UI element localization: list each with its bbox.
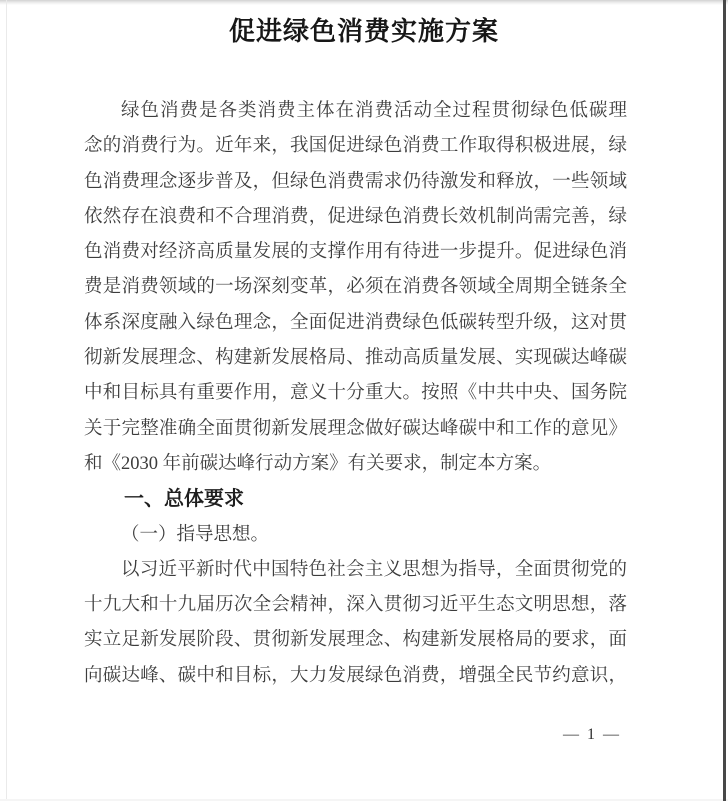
text-line: 关于完整准确全面贯彻新发展理念做好碳达峰碳中和工作的意见》	[84, 418, 627, 439]
text-line: 念的消费行为。近年来，我国促进绿色消费工作取得积极进展，绿	[84, 136, 627, 157]
text-line: 色消费理念逐步普及，但绿色消费需求仍待激发和释放，一些领域	[84, 171, 627, 192]
text-line: 中和目标具有重要作用，意义十分重大。按照《中共中央、国务院	[84, 383, 627, 404]
text-line: 和《2030 年前碳达峰行动方案》有关要求，制定本方案。	[84, 453, 552, 474]
text-line: 色消费对经济高质量发展的支撑作用有待进一步提升。促进绿色消	[84, 242, 627, 263]
section-heading: 一、总体要求	[124, 488, 244, 511]
page-right-edge	[723, 0, 726, 801]
text-line: 以习近平新时代中国特色社会主义思想为指导，全面贯彻党的	[121, 559, 627, 580]
page-title: 促进绿色消费实施方案	[228, 16, 499, 46]
document-lines	[84, 94, 627, 694]
sub-heading: （一）指导思想。	[121, 524, 270, 545]
page-top-edge	[0, 0, 728, 5]
text-line: 绿色消费是各类消费主体在消费活动全过程贯彻绿色低碳理	[121, 101, 627, 121]
text-line: 依然存在浪费和不合理消费，促进绿色消费长效机制尚需完善，绿	[84, 206, 627, 227]
page-left-edge	[6, 0, 7, 801]
text-line: 实立足新发展阶段、贯彻新发展理念、构建新发展格局的要求，面	[84, 630, 627, 651]
text-line: 体系深度融入绿色理念，全面促进消费绿色低碳转型升级，这对贯	[84, 312, 627, 333]
text-line: 彻新发展理念、构建新发展格局、推动高质量发展、实现碳达峰碳	[84, 348, 627, 369]
text-line: 费是消费领域的一场深刻变革，必须在消费各领域全周期全链条全	[84, 277, 627, 298]
page-number: — 1 —	[563, 726, 621, 743]
text-line: 向碳达峰、碳中和目标，大力发展绿色消费，增强全民节约意识，	[84, 665, 627, 686]
text-line: 十九大和十九届历次全会精神，深入贯彻习近平生态文明思想，落	[84, 595, 627, 616]
